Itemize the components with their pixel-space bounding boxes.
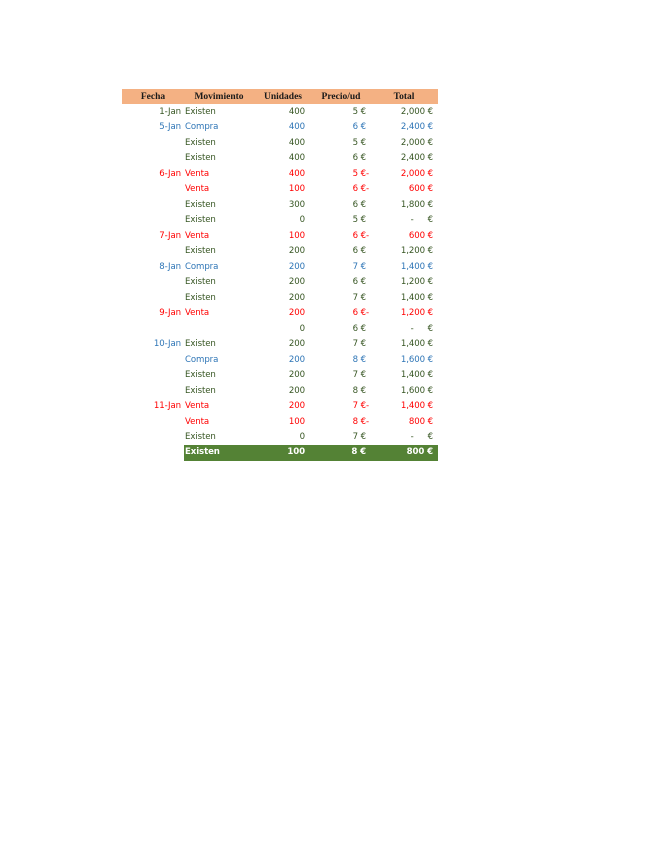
cell-precio (312, 432, 370, 442)
cell-precio (312, 215, 370, 225)
cell-total (370, 169, 438, 179)
cell-unidades: 100 (288, 416, 305, 427)
table-row (122, 151, 438, 167)
precio-value: 7 € (352, 370, 366, 381)
cell-fecha: 11-Jan (153, 401, 181, 412)
table-row (122, 104, 438, 120)
precio-value: 5 € (352, 137, 366, 148)
table-row (122, 306, 438, 322)
precio-value: 7 € (352, 401, 366, 412)
zero-dash: - (410, 215, 414, 226)
cell-unidades: 200 (288, 354, 305, 365)
header-unidades: Unidades (263, 91, 302, 102)
cell-precio (312, 324, 370, 334)
cell-movimiento: Existen (185, 106, 216, 117)
cell-precio (312, 184, 370, 194)
table-row (122, 337, 438, 353)
cell-unidades: 200 (288, 339, 305, 350)
cell-total (370, 231, 438, 241)
header-total: Total (393, 91, 415, 102)
cell-precio (312, 339, 370, 349)
cell-movimiento: Venta (185, 308, 210, 319)
cell-unidades: 100 (288, 230, 305, 241)
header-precio: Precio/ud (321, 91, 361, 102)
precio-value: 6 € (352, 277, 366, 288)
cell-unidades: 400 (288, 106, 305, 117)
cell-movimiento: Compra (185, 122, 219, 133)
header-movimiento: Movimiento (194, 91, 244, 102)
total-value: 1,200 € (400, 246, 433, 257)
cell-movimiento: Venta (185, 168, 210, 179)
total-value: 600 € (408, 184, 433, 195)
cell-precio (312, 293, 370, 303)
inventory-table (122, 89, 438, 461)
table-body (122, 104, 438, 461)
cell-movimiento: Venta (185, 184, 210, 195)
cell-unidades: 100 (254, 445, 312, 461)
precio-value: 8 € (352, 354, 366, 365)
total-value: 2,000 € (400, 137, 433, 148)
cell-fecha: 10-Jan (153, 339, 181, 350)
cell-movimiento: Venta (185, 401, 210, 412)
cell-total (370, 184, 438, 194)
cell-total (370, 339, 438, 349)
cell-total (370, 200, 438, 210)
precio-value: 6 € (352, 122, 366, 133)
total-value: 1,400 € (400, 401, 433, 412)
precio-value: 5 € (352, 106, 366, 117)
precio-value: 6 € (352, 230, 366, 241)
cell-precio (312, 445, 370, 461)
cell-movimiento: Existen (185, 199, 216, 210)
table-row (122, 135, 438, 151)
cell-unidades: 300 (288, 199, 305, 210)
cell-movimiento: Existen (185, 292, 216, 303)
total-value: € (427, 215, 433, 226)
total-value: 1,200 € (400, 277, 433, 288)
cell-movimiento: Compra (185, 261, 219, 272)
total-value: 1,600 € (400, 385, 433, 396)
cell-unidades: 200 (288, 370, 305, 381)
cell-movimiento: Existen (185, 370, 216, 381)
total-value: 1,400 € (400, 370, 433, 381)
cell-movimiento: Existen (184, 445, 254, 461)
cell-precio (312, 200, 370, 210)
table-row (122, 213, 438, 229)
table-row (122, 182, 438, 198)
cell-fecha: 5-Jan (159, 122, 181, 133)
table-row (122, 228, 438, 244)
total-value: 800 € (406, 447, 433, 457)
header-fecha: Fecha (140, 91, 166, 102)
precio-value: 6 € (352, 323, 366, 334)
cell-unidades: 200 (288, 246, 305, 257)
total-value: 2,000 € (400, 106, 433, 117)
cell-fecha (122, 445, 184, 461)
precio-value: 5 € (352, 168, 366, 179)
cell-unidades: 200 (288, 292, 305, 303)
cell-precio (312, 262, 370, 272)
cell-total (370, 308, 438, 318)
cell-movimiento: Existen (185, 246, 216, 257)
total-value: 1,800 € (400, 199, 433, 210)
cell-unidades: 100 (288, 184, 305, 195)
table-row (122, 197, 438, 213)
table-row (122, 430, 438, 446)
total-value: € (427, 323, 433, 334)
cell-precio (312, 355, 370, 365)
precio-value: 8 € (351, 447, 366, 457)
negative-dash: - (366, 401, 370, 412)
cell-precio (312, 169, 370, 179)
cell-unidades: 200 (288, 261, 305, 272)
cell-movimiento: Compra (185, 354, 219, 365)
precio-value: 7 € (352, 292, 366, 303)
zero-dash: - (410, 323, 414, 334)
cell-unidades: 200 (288, 385, 305, 396)
cell-unidades: 400 (288, 122, 305, 133)
cell-total (370, 122, 438, 132)
precio-value: 6 € (352, 199, 366, 210)
negative-dash: - (366, 416, 370, 427)
cell-total (370, 262, 438, 272)
table-header-row (122, 89, 438, 104)
cell-total (370, 401, 438, 411)
table-row (122, 120, 438, 136)
cell-precio (312, 417, 370, 427)
cell-precio (312, 386, 370, 396)
precio-value: 6 € (352, 308, 366, 319)
cell-unidades: 200 (288, 277, 305, 288)
precio-value: 8 € (352, 385, 366, 396)
cell-movimiento: Venta (185, 230, 210, 241)
cell-movimiento: Existen (185, 153, 216, 164)
total-value: 1,400 € (400, 292, 433, 303)
table-row (122, 414, 438, 430)
precio-value: 6 € (352, 153, 366, 164)
cell-precio (312, 107, 370, 117)
cell-unidades: 400 (288, 153, 305, 164)
table-row (122, 321, 438, 337)
cell-fecha: 7-Jan (159, 230, 181, 241)
cell-total (370, 153, 438, 163)
cell-total (370, 324, 438, 334)
total-value: 1,200 € (400, 308, 433, 319)
cell-total (370, 107, 438, 117)
cell-movimiento: Existen (185, 385, 216, 396)
negative-dash: - (366, 168, 370, 179)
cell-precio (312, 370, 370, 380)
cell-unidades: 200 (288, 401, 305, 412)
cell-movimiento: Existen (185, 277, 216, 288)
cell-unidades: 400 (288, 168, 305, 179)
cell-precio (312, 308, 370, 318)
cell-total (370, 355, 438, 365)
total-value: 2,400 € (400, 153, 433, 164)
cell-total (370, 277, 438, 287)
cell-precio (312, 401, 370, 411)
table-row (122, 290, 438, 306)
precio-value: 5 € (352, 215, 366, 226)
cell-precio (312, 153, 370, 163)
cell-total (370, 432, 438, 442)
precio-value: 6 € (352, 184, 366, 195)
cell-total (370, 293, 438, 303)
cell-fecha: 9-Jan (159, 308, 181, 319)
table-row (122, 275, 438, 291)
cell-unidades: 400 (288, 137, 305, 148)
cell-total (370, 215, 438, 225)
table-row (122, 259, 438, 275)
zero-dash: - (410, 432, 414, 443)
cell-movimiento: Venta (185, 416, 210, 427)
negative-dash: - (366, 308, 370, 319)
negative-dash: - (366, 230, 370, 241)
cell-total (370, 246, 438, 256)
cell-precio (312, 231, 370, 241)
total-value: 800 € (408, 416, 433, 427)
table-row (122, 383, 438, 399)
cell-total (370, 386, 438, 396)
cell-precio (312, 138, 370, 148)
cell-fecha: 1-Jan (159, 106, 181, 117)
table-row (122, 352, 438, 368)
cell-fecha: 6-Jan (159, 168, 181, 179)
cell-total (370, 370, 438, 380)
precio-value: 7 € (352, 339, 366, 350)
cell-movimiento: Existen (185, 215, 216, 226)
cell-unidades: 0 (299, 323, 305, 334)
precio-value: 7 € (352, 261, 366, 272)
cell-unidades: 0 (299, 432, 305, 443)
precio-value: 7 € (352, 432, 366, 443)
table-row (122, 399, 438, 415)
cell-total (370, 445, 438, 461)
cell-total (370, 417, 438, 427)
total-value: 2,400 € (400, 122, 433, 133)
cell-precio (312, 277, 370, 287)
table-row (122, 244, 438, 260)
table-row (122, 368, 438, 384)
table-row (122, 445, 438, 461)
cell-precio (312, 246, 370, 256)
table-row (122, 166, 438, 182)
total-value: € (427, 432, 433, 443)
cell-fecha: 8-Jan (159, 261, 181, 272)
cell-movimiento: Existen (185, 339, 216, 350)
precio-value: 8 € (352, 416, 366, 427)
total-value: 600 € (408, 230, 433, 241)
cell-movimiento: Existen (185, 432, 216, 443)
cell-unidades: 200 (288, 308, 305, 319)
cell-precio (312, 122, 370, 132)
total-value: 1,600 € (400, 354, 433, 365)
negative-dash: - (366, 184, 370, 195)
total-value: 1,400 € (400, 261, 433, 272)
cell-total (370, 138, 438, 148)
total-value: 2,000 € (400, 168, 433, 179)
cell-movimiento: Existen (185, 137, 216, 148)
precio-value: 6 € (352, 246, 366, 257)
total-value: 1,400 € (400, 339, 433, 350)
cell-unidades: 0 (299, 215, 305, 226)
